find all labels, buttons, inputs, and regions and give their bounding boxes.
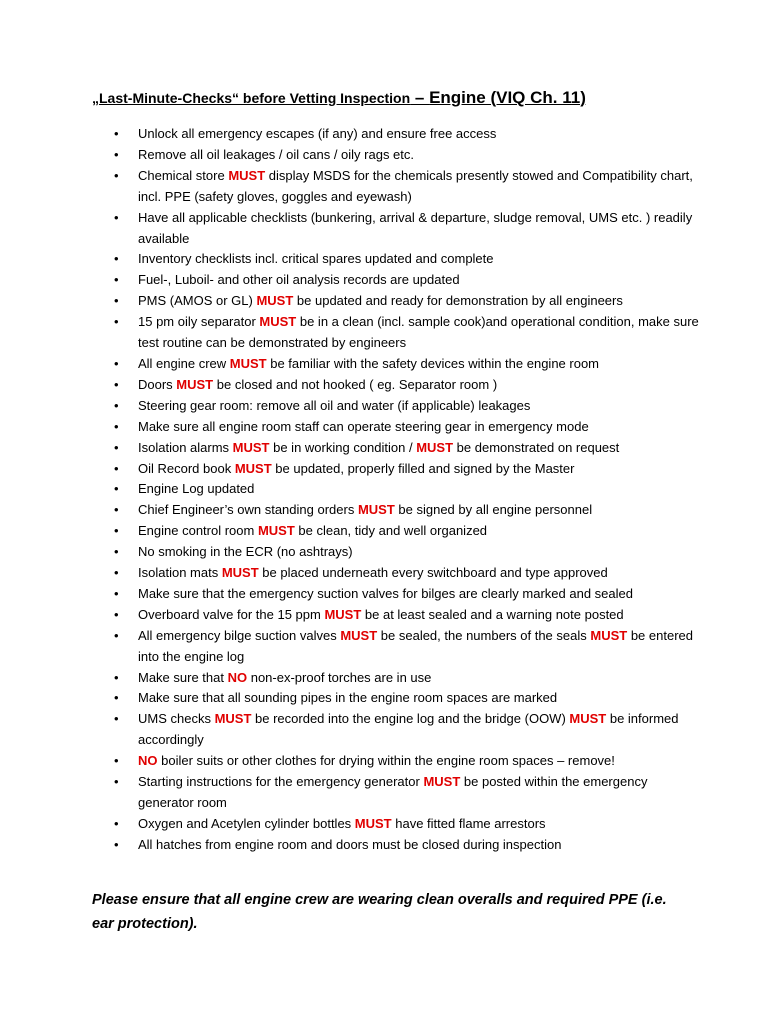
highlight-keyword: MUST [590,627,628,643]
document-title [92,86,712,110]
checklist-item [0,124,768,145]
item-text: Make sure all engine room staff can operate steering gear in emergency mode [138,418,589,434]
item-text: be familiar with the safety devices within the engine room [266,355,600,371]
checklist-item [0,584,768,605]
highlight-keyword: MUST [232,439,270,455]
highlight-keyword: MUST [256,293,294,309]
item-text: be sealed, the numbers of the seals [377,627,591,643]
title-separator: – [410,88,430,107]
highlight-keyword: MUST [234,460,272,476]
item-text: PMS (AMOS or GL) [138,293,257,309]
item-text: be updated, properly filled and signed by the Master [271,460,575,476]
item-text: non-ex-proof torches are in use [247,669,432,685]
highlight-keyword: MUST [324,606,362,622]
highlight-keyword: MUST [221,565,259,581]
checklist-item [0,270,768,291]
checklist-item [0,709,768,751]
highlight-keyword: MUST [259,314,297,330]
item-text: Inventory checklists incl. critical spares updated and complete [138,251,494,267]
checklist-item [0,814,768,835]
highlight-keyword: NO [138,753,158,769]
item-text: All engine crew [138,355,230,371]
item-text: Have all applicable checklists (bunkering, arrival & departure, sludge removal, UMS etc. ) readily available [138,209,693,246]
checklist-item [0,354,768,375]
item-text: UMS checks [138,711,215,727]
highlight-keyword: MUST [357,502,395,518]
title-engine: Engine (VIQ Ch. 11) [429,88,586,107]
item-text: be signed by all engine personnel [394,502,593,518]
item-text: Make sure that all sounding pipes in the engine room spaces are marked [138,690,558,706]
checklist-item [0,668,768,689]
checklist-item [0,688,768,709]
checklist-item [0,145,768,166]
highlight-keyword: MUST [569,711,607,727]
item-text: display MSDS for the chemicals presently stowed and Compatibility chart, incl. PPE (safety gloves, goggles and eyewash) [138,167,693,204]
footer-note: Please ensure that all engine crew are wearing clean overalls and required PPE (i.e. ear protection). [92,892,667,932]
item-text: Steering gear room: remove all oil and water (if applicable) leakages [138,397,531,413]
highlight-keyword: MUST [257,523,295,539]
highlight-keyword: MUST [354,815,392,831]
checklist-item [0,751,768,772]
highlight-keyword: NO [227,669,248,685]
checklist-item [0,772,768,814]
checklist-item [0,396,768,417]
item-text: be clean, tidy and well organized [294,523,488,539]
item-text: Overboard valve for the 15 ppm [138,606,325,622]
title-main: „Last-Minute-Checks“ before Vetting Inspection [92,90,411,106]
checklist-item [0,626,768,668]
item-text: Chief Engineer’s own standing orders [138,502,358,518]
checklist-item [0,417,768,438]
item-text: be informed accordingly [138,711,679,748]
item-text: All emergency bilge suction valves [138,627,341,643]
highlight-keyword: MUST [214,711,252,727]
checklist-item [0,521,768,542]
highlight-keyword: MUST [423,774,461,790]
item-text: Remove all oil leakages / oil cans / oily rags etc. [138,146,415,162]
item-text: be updated and ready for demonstration by all engineers [293,293,623,309]
item-text: No smoking in the ECR (no ashtrays) [138,544,353,560]
item-text: be placed underneath every switchboard and type approved [258,565,608,581]
item-text: Isolation alarms [138,439,233,455]
item-text: be posted within the emergency generator room [138,774,648,810]
item-text: Engine control room [138,523,258,539]
checklist-item [0,835,768,856]
checklist-item [0,563,768,584]
item-text: Doors [138,376,177,392]
item-text: be entered into the engine log [138,627,693,664]
item-text: Make sure that [138,669,228,685]
item-text: Starting instructions for the emergency generator [138,774,424,790]
item-text: All hatches from engine room and doors must be closed during inspection [138,836,562,852]
item-text: Unlock all emergency escapes (if any) and ensure free access [138,126,497,141]
checklist-item [0,479,768,500]
item-text: be demonstrated on request [453,439,620,455]
item-text: Engine Log updated [138,481,255,497]
highlight-keyword: MUST [228,167,266,183]
item-text: boiler suits or other clothes for drying within the engine room spaces – remove! [157,753,615,769]
item-text: be in working condition / [269,439,417,455]
checklist-item [0,438,768,459]
item-text: be closed and not hooked ( eg. Separator room ) [213,376,498,392]
checklist-item [0,291,768,312]
checklist [0,124,768,856]
checklist-item [0,249,768,270]
item-text: Fuel-, Luboil- and other oil analysis records are updated [138,272,460,288]
item-text: 15 pm oily separator [138,314,260,330]
item-text: be recorded into the engine log and the bridge (OOW) [251,711,570,727]
item-text: Make sure that the emergency suction valves for bilges are clearly marked and sealed [138,585,633,601]
checklist-item [0,375,768,396]
item-text: Oil Record book [138,460,235,476]
checklist-item [0,500,768,521]
checklist-item [0,166,768,208]
checklist-item [0,542,768,563]
checklist-item [0,459,768,480]
highlight-keyword: MUST [340,627,378,643]
highlight-keyword: MUST [176,376,214,392]
item-text: Isolation mats [138,565,222,581]
checklist-item [0,208,768,250]
item-text: be in a clean (incl. sample cook)and operational condition, make sure test routine can be demonstrated by engineers [138,314,699,351]
item-text: Chemical store [138,167,229,183]
highlight-keyword: MUST [229,355,267,371]
highlight-keyword: MUST [416,439,454,455]
item-text: Oxygen and Acetylen cylinder bottles [138,815,355,831]
item-text: be at least sealed and a warning note posted [361,606,624,622]
checklist-item [0,312,768,354]
item-text: have fitted flame arrestors [391,815,546,831]
checklist-item [0,605,768,626]
